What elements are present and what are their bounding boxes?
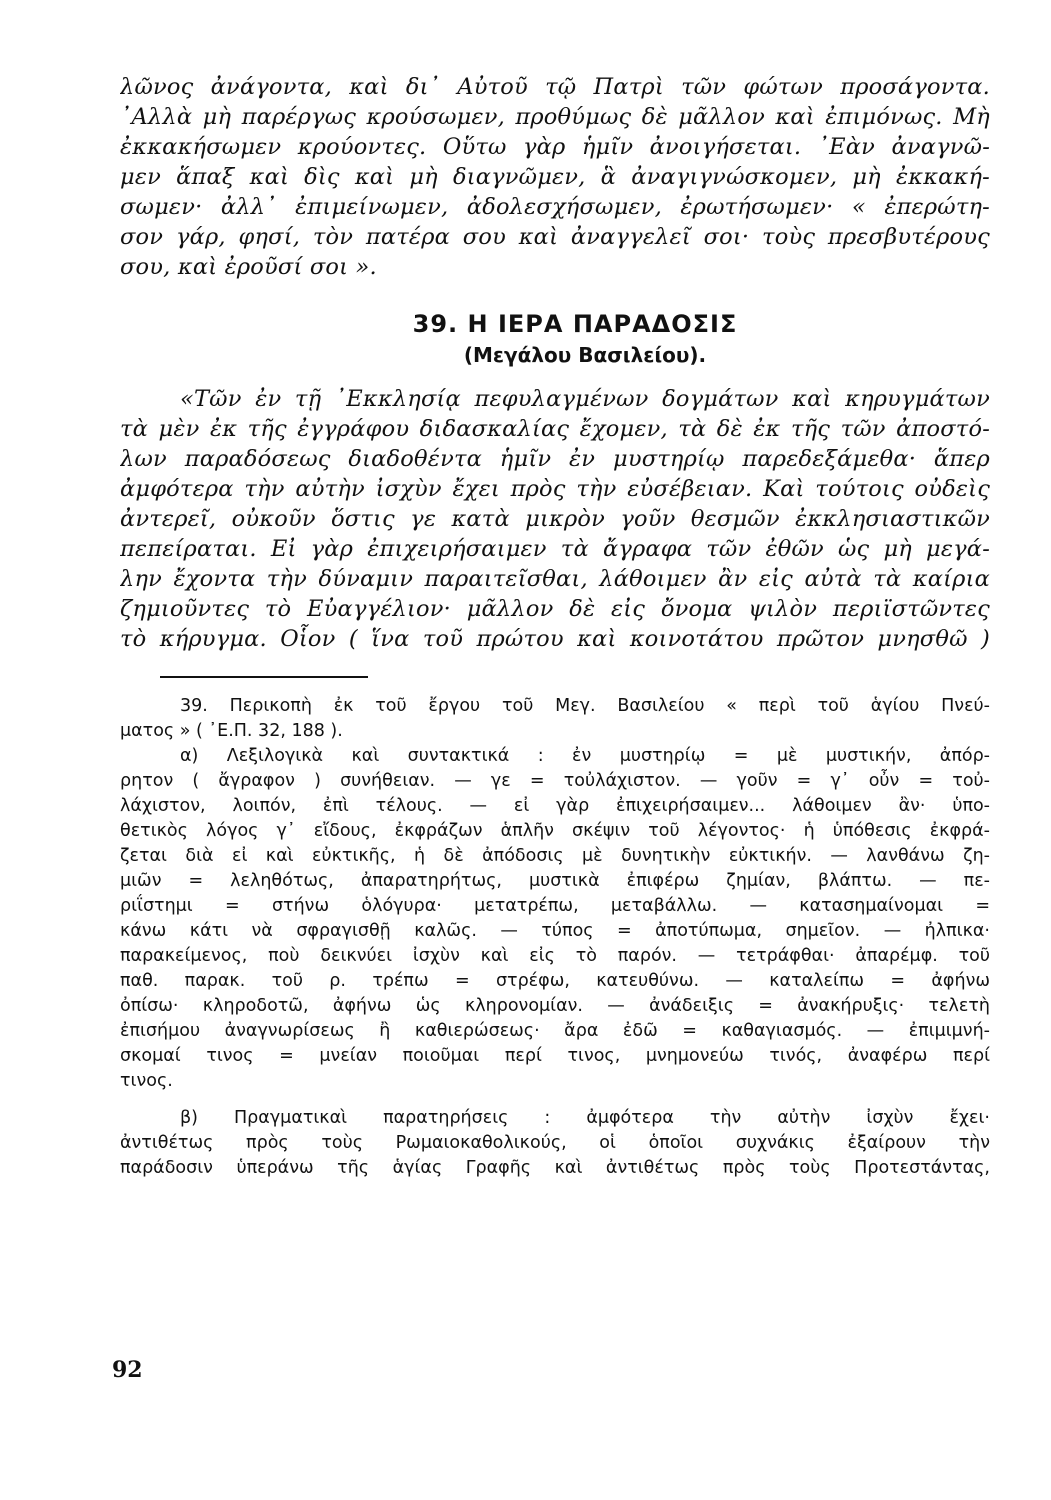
text-line: σωμεν· ἀλλ᾿ ἐπιμείνωμεν, ἀδολεσχήσωμεν, ἐρωτήσωμεν· « ἐπερώτη- [120, 194, 990, 220]
note-line: λάχιστον, λοιπόν, ἐπὶ τέλους. — εἰ γὰρ ἐπιχειρήσαιμεν... λάθοιμεν ἂν· ὑπο- [120, 796, 990, 816]
note-line: ζεται διὰ εἰ καὶ εὐκτικῆς, ἡ δὲ ἀπόδοσις μὲ δυνητικὴν εὐκτικήν. — λανθάνω ζη- [120, 846, 990, 866]
note-line: 39. Περικοπὴ ἐκ τοῦ ἔργου τοῦ Μεγ. Βασιλείου « περὶ τοῦ ἁγίου Πνεύ- [180, 696, 990, 716]
note-line: κάνω κάτι νὰ σφραγισθῇ καλῶς. — τύπος = ἀποτύπωμα, σημεῖον. — ἠλπικα· [120, 921, 990, 941]
text-line: λῶνος ἀνάγοντα, καὶ δι᾿ Αὐτοῦ τῷ Πατρὶ τῶν φώτων προσάγοντα. [120, 74, 990, 100]
page-number: 92 [112, 1357, 143, 1383]
text-line: τὰ μὲν ἐκ τῆς ἐγγράφου διδασκαλίας ἔχομεν, τὰ δὲ ἐκ τῆς τῶν ἀποστό- [120, 416, 990, 442]
text-line: λην ἔχοντα τὴν δύναμιν παραιτεῖσθαι, λάθοιμεν ἂν εἰς αὐτὰ τὰ καίρια [120, 566, 990, 592]
note-line: θετικὸς λόγος γ᾿ εἴδους, ἐκφράζων ἁπλῆν σκέψιν τοῦ λέγοντος· ἡ ὑπόθεσις ἐκφρά- [120, 821, 990, 841]
note-line: μιῶν = λεληθότως, ἀπαρατηρήτως, μυστικὰ ἐπιφέρω ζημίαν, βλάπτω. — πε- [120, 871, 990, 891]
note-line: σκομαί τινος = μνείαν ποιοῦμαι περί τινος, μνημονεύω τινός, ἀναφέρω περί [120, 1046, 990, 1066]
section-heading [120, 308, 990, 370]
section-subtitle: (Μεγάλου Βασιλείου). [463, 343, 707, 367]
note-line: παράδοσιν ὑπεράνω τῆς ἁγίας Γραφῆς καὶ ἀντιθέτως πρὸς τοὺς Προτεστάντας, [120, 1158, 990, 1178]
text-line: πεπείραται. Εἰ γὰρ ἐπιχειρήσαιμεν τὰ ἄγραφα τῶν ἐθῶν ὡς μὴ μεγά- [120, 536, 990, 562]
intro-paragraph [120, 72, 990, 282]
text-line: λων παραδόσεως διαδοθέντα ἡμῖν ἐν μυστηρίῳ παρεδεξάμεθα· ἅπερ [120, 446, 990, 472]
note-line: ἐπισήμου ἀναγνωρίσεως ἢ καθιερώσεως· ἄρα ἐδῶ = καθαγιασμός. — ἐπιμιμνή- [120, 1021, 990, 1041]
note-line: ριΐστημι = στήνω ὁλόγυρα· μετατρέπω, μεταβάλλω. — κατασημαίνομαι = [120, 896, 990, 916]
text-line: ἀμφότερα τὴν αὐτὴν ἰσχὺν ἔχει πρὸς τὴν εὐσέβειαν. Καὶ τούτοις οὐδεὶς [120, 476, 990, 502]
text-line: σον γάρ, φησί, τὸν πατέρα σου καὶ ἀναγγελεῖ σοι· τοὺς πρεσβυτέρους [120, 224, 990, 250]
section-title: 39. Η ΙΕΡΑ ΠΑΡΑΔΟΣΙΣ [412, 310, 738, 338]
text-line: ἀντερεῖ, οὐκοῦν ὅστις γε κατὰ μικρὸν γοῦν θεσμῶν ἐκκλησιαστικῶν [120, 506, 990, 532]
note-line: ρητον ( ἄγραφον ) συνήθειαν. — γε = τοὐλάχιστον. — γοῦν = γ᾿ οὖν = τοὐ- [120, 771, 990, 791]
footnotes [120, 694, 990, 1181]
text-line: τὸ κήρυγμα. Οἷον ( ἵνα τοῦ πρώτου καὶ κοινοτάτου πρῶτον μνησθῶ ) [120, 626, 990, 652]
note-line: ἀντιθέτως πρὸς τοὺς Ρωμαιοκαθολικούς, οἱ ὁποῖοι συχνάκις ἐξαίρουν τὴν [120, 1133, 990, 1153]
note-line: παρακείμενος, ποὺ δεικνύει ἰσχὺν καὶ εἰς τὸ παρόν. — τετράφθαι· ἀπαρέμφ. τοῦ [120, 946, 990, 966]
note-line: β) Πραγματικαὶ παρατηρήσεις : ἀμφότερα τὴν αὐτὴν ἰσχὺν ἔχει· [180, 1108, 990, 1128]
note-line: ματος » ( ᾿Ε.Π. 32, 188 ). [120, 721, 343, 741]
page-body [120, 72, 990, 1181]
text-line: ἐκκακήσωμεν κρούοντες. Οὕτω γὰρ ἡμῖν ἀνοιγήσεται. ᾿Εὰν ἀναγνῶ- [120, 134, 990, 160]
text-line: ᾿Αλλὰ μὴ παρέργως κρούσωμεν, προθύμως δὲ μᾶλλον καὶ ἐπιμόνως. Μὴ [120, 104, 990, 130]
text-line: σου, καὶ ἐροῦσί σοι ». [120, 254, 377, 280]
text-line: μεν ἅπαξ καὶ δὶς καὶ μὴ διαγνῶμεν, ἃ ἀναγιγνώσκομεν, μὴ ἐκκακή- [120, 164, 990, 190]
footnote-divider [160, 676, 368, 678]
text-line: ζημιοῦντες τὸ Εὐαγγέλιον· μᾶλλον δὲ εἰς ὄνομα ψιλὸν περιϊστῶντες [120, 596, 990, 622]
section-paragraph [120, 384, 990, 654]
note-line: τινος. [120, 1071, 173, 1091]
text-line: «Τῶν ἐν τῇ ᾿Εκκλησίᾳ πεφυλαγμένων δογμάτων καὶ κηρυγμάτων [180, 386, 990, 412]
note-line: α) Λεξιλογικὰ καὶ συντακτικά : ἐν μυστηρίῳ = μὲ μυστικήν, ἀπόρ- [180, 746, 990, 766]
note-line: παθ. παρακ. τοῦ ρ. τρέπω = στρέφω, κατευθύνω. — καταλείπω = ἀφήνω [120, 971, 990, 991]
paragraph-gap [120, 1094, 990, 1106]
note-line: ὀπίσω· κληροδοτῶ, ἀφήνω ὡς κληρονομίαν. — ἀνάδειξις = ἀνακήρυξις· τελετὴ [120, 996, 990, 1016]
